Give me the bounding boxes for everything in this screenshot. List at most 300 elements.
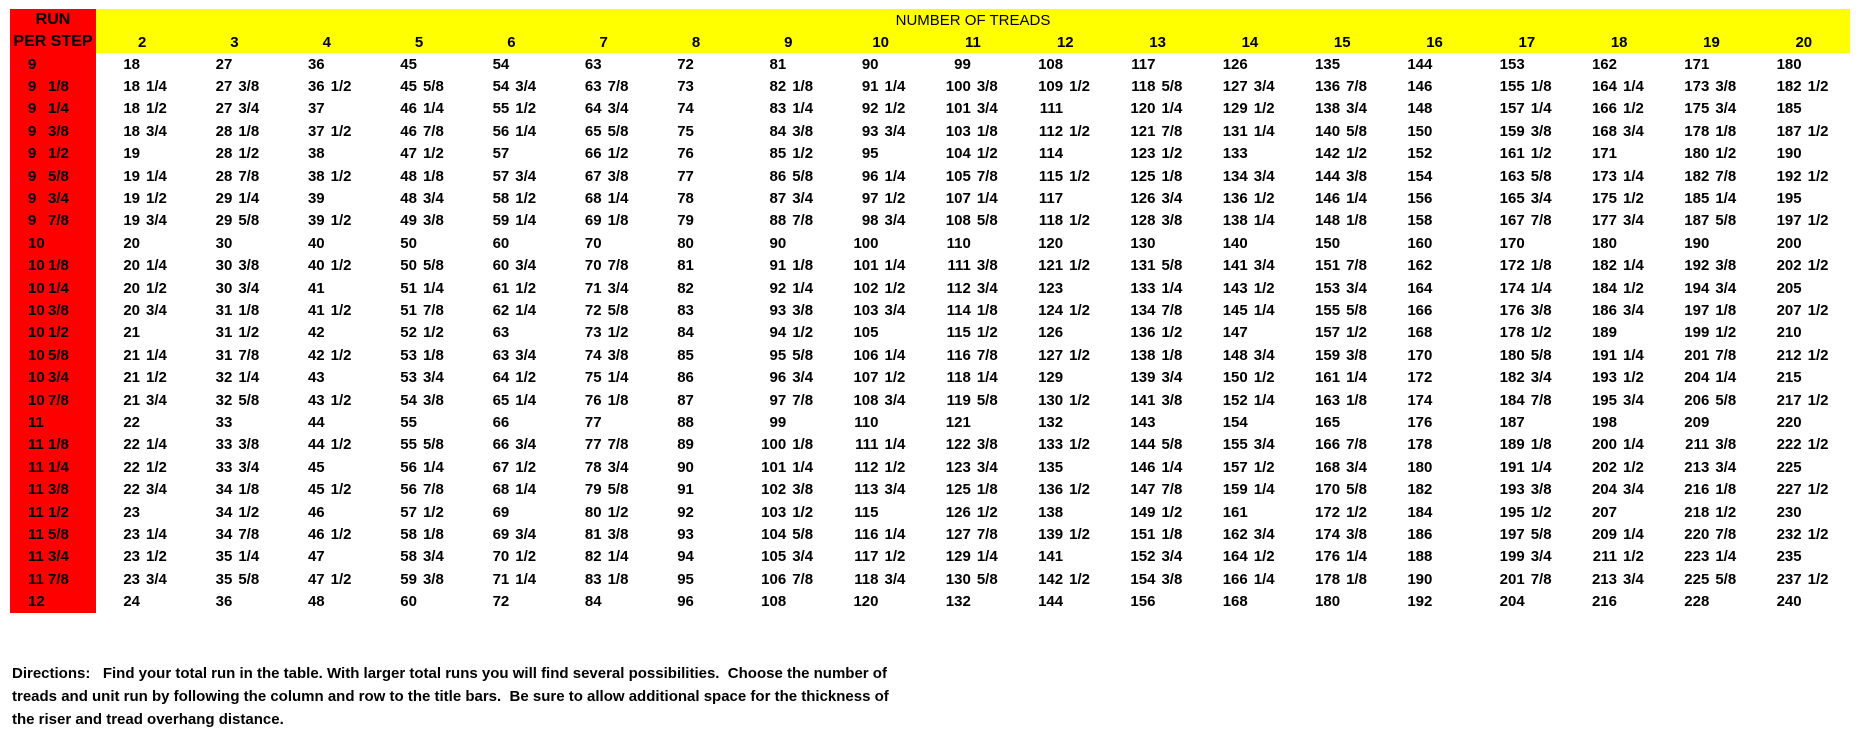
total-run-whole: 23: [123, 570, 140, 588]
total-run-whole: 103: [761, 503, 787, 521]
total-run-fraction: 7/8: [1161, 122, 1183, 140]
total-run-cell: [1758, 187, 1850, 209]
total-run-whole: 48: [400, 167, 417, 185]
total-run-fraction: 1/4: [1623, 78, 1644, 96]
total-run-cell: [1204, 165, 1296, 187]
total-run-whole: 178: [1407, 436, 1433, 454]
total-run-fraction: 3/4: [884, 122, 906, 140]
total-run-cell: [1573, 98, 1665, 120]
total-run-cell: [96, 120, 188, 142]
total-run-whole: 90: [861, 55, 879, 73]
total-run-fraction: 1/2: [1807, 301, 1829, 319]
total-run-whole: 27: [215, 78, 233, 96]
total-run-fraction: 1/2: [330, 78, 352, 96]
total-run-whole: 114: [946, 301, 971, 319]
total-run-fraction: 3/8: [1161, 391, 1183, 409]
total-run-whole: 105: [853, 324, 879, 342]
total-run-cell: [927, 187, 1019, 209]
total-run-cell: [558, 210, 650, 232]
total-run-whole: 125: [1130, 167, 1156, 185]
total-run-cell: [1573, 344, 1665, 366]
total-run-cell: [281, 53, 373, 75]
total-run-cell: [1204, 590, 1296, 612]
total-run-whole: 153: [1315, 279, 1341, 297]
total-run-cell: [1388, 546, 1480, 568]
total-run-whole: 73: [677, 78, 694, 96]
row-header-run-per-step: [10, 232, 96, 254]
total-run-fraction: 7/8: [422, 481, 444, 499]
total-run-fraction: 3/8: [1715, 436, 1737, 454]
directions-line-3: the riser and tread overhang distance.: [12, 711, 284, 728]
row-header-run-per-step: [10, 53, 96, 75]
total-run-fraction: 1/2: [238, 503, 260, 521]
total-run-whole: 173: [1591, 167, 1617, 185]
total-run-fraction: 1/2: [1807, 122, 1829, 140]
total-run-fraction: 1/8: [238, 122, 260, 140]
total-run-whole: 187: [1776, 122, 1802, 140]
total-run-whole: 63: [492, 324, 510, 342]
total-run-cell: [96, 75, 188, 97]
total-run-cell: [1758, 478, 1850, 500]
total-run-whole: 180: [1315, 593, 1341, 611]
total-run-fraction: 1/4: [1530, 100, 1552, 118]
total-run-whole: 24: [123, 593, 140, 611]
total-run-fraction: 7/8: [238, 346, 260, 364]
total-run-fraction: 1/2: [330, 167, 352, 185]
total-run-cell: [1481, 478, 1573, 500]
total-run-fraction: 1/4: [238, 548, 260, 566]
total-run-cell: [1019, 322, 1111, 344]
total-run-fraction: 1/4: [515, 212, 537, 230]
table-row: [10, 568, 1850, 590]
total-run-fraction: 1/2: [792, 324, 814, 342]
total-run-cell: [558, 478, 650, 500]
table-row: [10, 187, 1850, 209]
total-run-fraction: 1/4: [515, 391, 537, 409]
total-run-cell: [1573, 232, 1665, 254]
total-run-cell: [373, 501, 465, 523]
total-run-whole: 34: [215, 503, 233, 521]
total-run-cell: [1019, 434, 1111, 456]
total-run-whole: 103: [945, 122, 971, 140]
total-run-cell: [1388, 299, 1480, 321]
total-run-cell: [281, 568, 373, 590]
total-run-whole: 144: [1038, 593, 1064, 611]
total-run-fraction: 3/4: [1161, 190, 1183, 208]
total-run-fraction: 7/8: [792, 391, 814, 409]
total-run-whole: 155: [1222, 436, 1248, 454]
total-run-whole: 81: [584, 525, 602, 543]
total-run-cell: [650, 210, 742, 232]
total-run-cell: [373, 590, 465, 612]
total-run-cell: [373, 255, 465, 277]
total-run-cell: [1296, 434, 1388, 456]
total-run-whole: 18: [123, 78, 140, 96]
total-run-cell: [650, 590, 742, 612]
total-run-whole: 56: [492, 122, 510, 140]
total-run-whole: 151: [1315, 257, 1341, 275]
row-header-whole: 10: [28, 346, 45, 364]
row-header-fraction: 3/8: [48, 301, 69, 319]
tread-count-header-18: 18: [1573, 31, 1665, 53]
total-run-cell: [650, 434, 742, 456]
total-run-fraction: 3/4: [976, 458, 998, 476]
total-run-cell: [1111, 210, 1203, 232]
total-run-fraction: 1/2: [330, 122, 352, 140]
total-run-whole: 217: [1776, 391, 1802, 409]
total-run-fraction: 5/8: [238, 391, 260, 409]
total-run-whole: 44: [307, 413, 325, 431]
total-run-fraction: 3/8: [1715, 78, 1737, 96]
total-run-cell: [465, 590, 557, 612]
total-run-cell: [1388, 523, 1480, 545]
total-run-whole: 115: [854, 503, 879, 521]
total-run-whole: 42: [307, 346, 325, 364]
total-run-cell: [1111, 523, 1203, 545]
total-run-whole: 159: [1222, 481, 1248, 499]
total-run-whole: 199: [1684, 324, 1710, 342]
total-run-fraction: 1/2: [1069, 525, 1090, 543]
total-run-whole: 46: [400, 122, 417, 140]
total-run-fraction: 1/2: [1069, 167, 1090, 185]
row-header-run-per-step: [10, 299, 96, 321]
total-run-cell: [1019, 344, 1111, 366]
total-run-whole: 164: [1407, 279, 1433, 297]
total-run-fraction: 1/8: [1161, 346, 1183, 364]
total-run-cell: [1019, 366, 1111, 388]
total-run-cell: [558, 344, 650, 366]
total-run-cell: [1573, 165, 1665, 187]
total-run-fraction: 7/8: [1530, 212, 1552, 230]
total-run-whole: 170: [1499, 234, 1525, 252]
total-run-cell: [281, 546, 373, 568]
total-run-fraction: 1/8: [1715, 301, 1737, 319]
total-run-whole: 230: [1776, 503, 1802, 521]
total-run-whole: 114: [1038, 145, 1064, 163]
total-run-fraction: 1/2: [792, 145, 814, 163]
total-run-whole: 57: [492, 145, 510, 163]
total-run-whole: 18: [123, 55, 140, 73]
total-run-fraction: 1/4: [976, 369, 998, 387]
row-header-run-per-step: [10, 210, 96, 232]
total-run-whole: 79: [584, 481, 602, 499]
total-run-cell: [1019, 389, 1111, 411]
total-run-fraction: 1/8: [792, 257, 814, 275]
total-run-cell: [1204, 501, 1296, 523]
total-run-whole: 120: [853, 593, 879, 611]
total-run-whole: 32: [215, 369, 233, 387]
total-run-fraction: 1/2: [884, 279, 906, 297]
total-run-cell: [1665, 411, 1757, 433]
total-run-whole: 182: [1499, 369, 1525, 387]
total-run-whole: 172: [1315, 503, 1341, 521]
total-run-whole: 142: [1315, 145, 1341, 163]
total-run-whole: 129: [1222, 100, 1248, 118]
total-run-whole: 161: [1222, 503, 1248, 521]
total-run-whole: 86: [677, 369, 694, 387]
total-run-cell: [1111, 478, 1203, 500]
total-run-whole: 136: [1038, 481, 1064, 499]
total-run-whole: 33: [215, 413, 233, 431]
total-run-cell: [96, 590, 188, 612]
total-run-cell: [188, 546, 280, 568]
total-run-whole: 215: [1776, 369, 1802, 387]
total-run-cell: [465, 53, 557, 75]
total-run-whole: 156: [1130, 593, 1156, 611]
total-run-cell: [1388, 344, 1480, 366]
total-run-fraction: 7/8: [607, 78, 629, 96]
total-run-cell: [373, 456, 465, 478]
total-run-whole: 72: [492, 593, 510, 611]
total-run-cell: [927, 411, 1019, 433]
total-run-cell: [1019, 277, 1111, 299]
total-run-whole: 120: [1130, 100, 1156, 118]
total-run-whole: 211: [1592, 548, 1617, 566]
total-run-whole: 69: [492, 525, 510, 543]
total-run-cell: [650, 75, 742, 97]
total-run-whole: 28: [215, 145, 233, 163]
total-run-whole: 69: [584, 212, 602, 230]
total-run-whole: 19: [123, 167, 140, 185]
total-run-fraction: 5/8: [422, 436, 444, 454]
total-run-cell: [1665, 590, 1757, 612]
total-run-fraction: 3/8: [792, 122, 814, 140]
total-run-whole: 141: [1038, 548, 1064, 566]
total-run-whole: 20: [123, 279, 140, 297]
total-run-fraction: 1/2: [330, 570, 352, 588]
total-run-fraction: 1/2: [1253, 369, 1275, 387]
total-run-cell: [1665, 299, 1757, 321]
total-run-whole: 108: [853, 391, 879, 409]
total-run-fraction: 7/8: [607, 436, 629, 454]
total-run-fraction: 3/4: [422, 369, 444, 387]
total-run-cell: [558, 568, 650, 590]
total-run-whole: 70: [492, 548, 510, 566]
total-run-cell: [96, 366, 188, 388]
total-run-whole: 216: [1591, 593, 1617, 611]
total-run-cell: [188, 389, 280, 411]
total-run-whole: 235: [1776, 548, 1802, 566]
total-run-whole: 80: [677, 234, 694, 252]
row-header-whole: 9: [28, 145, 37, 163]
total-run-whole: 193: [1591, 369, 1617, 387]
row-header-whole: 11: [28, 458, 44, 476]
total-run-whole: 64: [492, 369, 510, 387]
total-run-fraction: 3/4: [1623, 122, 1644, 140]
row-header-fraction: 5/8: [48, 346, 69, 364]
total-run-whole: 78: [677, 190, 694, 208]
total-run-cell: [373, 411, 465, 433]
total-run-cell: [1481, 187, 1573, 209]
total-run-whole: 115: [1038, 167, 1064, 185]
total-run-fraction: 5/8: [792, 346, 814, 364]
total-run-whole: 184: [1407, 503, 1433, 521]
row-header-run-per-step: [10, 568, 96, 590]
total-run-fraction: 1/2: [884, 548, 906, 566]
row-header-whole: 11: [28, 525, 44, 543]
total-run-cell: [1111, 568, 1203, 590]
total-run-cell: [835, 232, 927, 254]
total-run-whole: 176: [1315, 548, 1341, 566]
total-run-fraction: 3/8: [976, 436, 998, 454]
row-header-run-per-step: [10, 344, 96, 366]
total-run-whole: 138: [1222, 212, 1248, 230]
total-run-cell: [1388, 277, 1480, 299]
total-run-whole: 165: [1315, 413, 1341, 431]
total-run-cell: [558, 546, 650, 568]
total-run-cell: [742, 255, 834, 277]
total-run-fraction: 1/4: [976, 548, 998, 566]
total-run-cell: [1481, 210, 1573, 232]
total-run-cell: [1481, 75, 1573, 97]
total-run-fraction: 1/2: [330, 525, 352, 543]
total-run-fraction: 5/8: [1346, 122, 1367, 140]
total-run-fraction: 1/2: [1253, 279, 1275, 297]
total-run-cell: [1573, 143, 1665, 165]
total-run-cell: [373, 210, 465, 232]
table-row: [10, 120, 1850, 142]
row-header-run-per-step: [10, 501, 96, 523]
total-run-cell: [188, 590, 280, 612]
total-run-fraction: 1/2: [1069, 436, 1090, 454]
total-run-cell: [742, 75, 834, 97]
total-run-cell: [558, 389, 650, 411]
total-run-whole: 60: [400, 593, 417, 611]
total-run-cell: [1665, 277, 1757, 299]
row-header-run-per-step: [10, 120, 96, 142]
total-run-fraction: 3/8: [792, 481, 814, 499]
table-row: [10, 277, 1850, 299]
total-run-fraction: 3/8: [1530, 481, 1552, 499]
total-run-whole: 136: [1130, 324, 1156, 342]
total-run-cell: [373, 434, 465, 456]
total-run-fraction: 3/4: [792, 190, 814, 208]
total-run-cell: [650, 187, 742, 209]
total-run-cell: [465, 120, 557, 142]
total-run-cell: [281, 322, 373, 344]
total-run-fraction: 5/8: [1530, 167, 1552, 185]
table-row: [10, 590, 1850, 612]
total-run-whole: 39: [307, 212, 325, 230]
total-run-fraction: 7/8: [1715, 167, 1737, 185]
row-header-fraction: 7/8: [48, 570, 69, 588]
total-run-whole: 19: [123, 145, 140, 163]
total-run-whole: 27: [215, 100, 233, 118]
total-run-fraction: 5/8: [1715, 570, 1737, 588]
total-run-cell: [188, 53, 280, 75]
total-run-fraction: 3/4: [146, 301, 167, 319]
total-run-whole: 129: [1038, 369, 1064, 387]
total-run-whole: 49: [400, 212, 417, 230]
row-header-run-per-step: [10, 590, 96, 612]
total-run-whole: 207: [1591, 503, 1617, 521]
total-run-cell: [1296, 366, 1388, 388]
total-run-whole: 132: [945, 593, 971, 611]
total-run-whole: 209: [1684, 413, 1710, 431]
total-run-whole: 157: [1499, 100, 1525, 118]
row-header-whole: 11: [28, 436, 44, 454]
row-header-whole: 10: [28, 279, 45, 297]
total-run-fraction: 3/4: [1623, 212, 1644, 230]
total-run-cell: [1665, 501, 1757, 523]
total-run-cell: [96, 165, 188, 187]
total-run-whole: 122: [945, 436, 971, 454]
total-run-whole: 184: [1499, 391, 1525, 409]
total-run-whole: 191: [1591, 346, 1617, 364]
table-row: [10, 344, 1850, 366]
total-run-whole: 182: [1684, 167, 1710, 185]
total-run-cell: [1204, 143, 1296, 165]
total-run-whole: 141: [1130, 391, 1156, 409]
total-run-cell: [650, 344, 742, 366]
total-run-whole: 104: [761, 525, 787, 543]
tread-count-header-20: 20: [1758, 31, 1850, 53]
table-row: [10, 501, 1850, 523]
total-run-fraction: 3/4: [1623, 570, 1644, 588]
total-run-whole: 198: [1591, 413, 1617, 431]
row-header-fraction: 3/8: [48, 481, 69, 499]
total-run-fraction: 1/2: [1069, 78, 1090, 96]
total-run-fraction: 1/4: [515, 301, 537, 319]
total-run-cell: [373, 187, 465, 209]
total-run-fraction: 1/2: [884, 190, 906, 208]
total-run-cell: [927, 120, 1019, 142]
total-run-fraction: 1/8: [1715, 122, 1737, 140]
total-run-cell: [558, 143, 650, 165]
table-row: [10, 165, 1850, 187]
total-run-whole: 154: [1222, 413, 1248, 431]
total-run-cell: [835, 75, 927, 97]
total-run-cell: [1665, 165, 1757, 187]
total-run-whole: 157: [1315, 324, 1341, 342]
total-run-cell: [742, 143, 834, 165]
total-run-cell: [1481, 456, 1573, 478]
total-run-fraction: 1/2: [1253, 100, 1275, 118]
total-run-whole: 178: [1499, 324, 1525, 342]
total-run-fraction: 1/4: [1346, 548, 1367, 566]
total-run-cell: [1758, 568, 1850, 590]
total-run-fraction: 1/2: [607, 503, 629, 521]
total-run-whole: 201: [1499, 570, 1525, 588]
total-run-fraction: 7/8: [238, 167, 260, 185]
total-run-cell: [927, 546, 1019, 568]
total-run-fraction: 1/8: [1161, 167, 1183, 185]
total-run-whole: 104: [945, 145, 971, 163]
total-run-cell: [1388, 389, 1480, 411]
total-run-fraction: 1/2: [146, 100, 167, 118]
total-run-whole: 218: [1684, 503, 1710, 521]
total-run-cell: [96, 187, 188, 209]
total-run-fraction: 3/4: [1253, 436, 1275, 454]
total-run-fraction: 1/2: [1161, 324, 1183, 342]
total-run-whole: 61: [492, 279, 510, 297]
total-run-whole: 35: [215, 570, 233, 588]
total-run-cell: [927, 456, 1019, 478]
total-run-fraction: 1/4: [1253, 570, 1275, 588]
total-run-whole: 30: [215, 234, 233, 252]
total-run-cell: [742, 120, 834, 142]
total-run-cell: [650, 501, 742, 523]
total-run-fraction: 1/2: [1530, 145, 1552, 163]
total-run-whole: 22: [123, 481, 140, 499]
total-run-cell: [465, 478, 557, 500]
total-run-cell: [650, 120, 742, 142]
total-run-whole: 195: [1776, 190, 1802, 208]
total-run-whole: 178: [1315, 570, 1341, 588]
total-run-fraction: 1/4: [238, 369, 260, 387]
row-header-run-per-step: [10, 75, 96, 97]
total-run-fraction: 3/8: [1715, 257, 1737, 275]
